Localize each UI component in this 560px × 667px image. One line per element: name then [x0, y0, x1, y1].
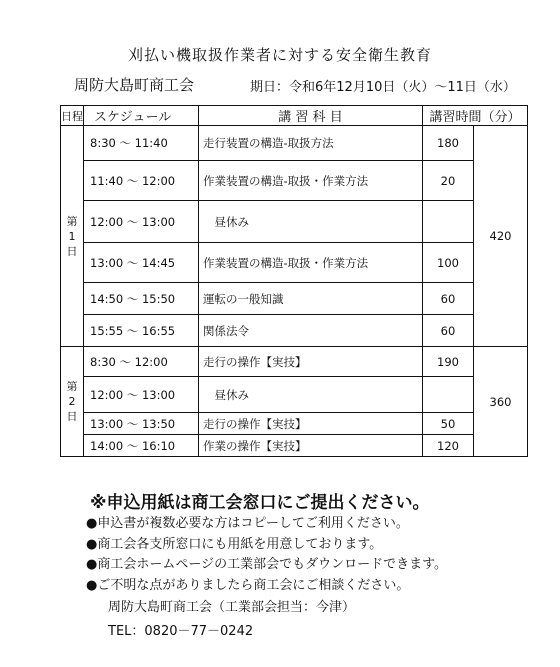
header-subject: 講 習 科 目	[199, 106, 423, 126]
header-minutes: 講習時間（分）	[423, 106, 528, 126]
subject-cell: 走行の操作【実技】	[199, 347, 423, 377]
table-row	[61, 315, 528, 347]
subject-cell: 走行装置の構造-取扱方法	[199, 126, 423, 161]
subject-cell: 運転の一般知識	[199, 283, 423, 315]
table-row	[61, 413, 528, 435]
submission-notice: ※申込用紙は商工会窓口にご提出ください。	[90, 493, 430, 513]
note-item: ●商工会ホームページの工業部会でもダウンロードできます。	[86, 557, 448, 572]
contact-block	[108, 596, 355, 644]
schedule-table	[60, 105, 528, 457]
subject-cell: 昼休み	[199, 201, 423, 243]
time-cell: 14:00 ～ 16:10	[84, 435, 199, 457]
event-period: 期日：令和6年12月10日（火）～11日（水）	[250, 80, 516, 95]
minutes-cell: 180	[423, 126, 474, 161]
subject-cell: 昼休み	[199, 377, 423, 413]
subject-cell: 作業の操作【実技】	[199, 435, 423, 457]
contact-tel: TEL：0820－77－0242	[108, 624, 254, 639]
subject-cell: 関係法令	[199, 315, 423, 347]
note-item: ●ご不明な点がありましたら商工会にご相談ください。	[86, 577, 410, 593]
minutes-cell: 20	[423, 161, 474, 201]
document-title: 刈払い機取扱作業者に対する安全衛生教育	[127, 46, 432, 64]
notes-list	[86, 514, 447, 596]
minutes-cell: 60	[423, 283, 474, 315]
time-cell: 15:55 ～ 16:55	[84, 315, 199, 347]
time-cell: 13:00 ～ 14:45	[84, 243, 199, 283]
table-row	[61, 161, 528, 201]
minutes-cell: 100	[423, 243, 474, 283]
table-row	[61, 347, 528, 377]
time-cell: 11:40 ～ 12:00	[84, 161, 199, 201]
subject-cell: 作業装置の構造-取扱・作業方法	[199, 243, 423, 283]
time-cell: 8:30 ～ 12:00	[84, 347, 199, 377]
time-cell: 14:50 ～ 15:50	[84, 283, 199, 315]
time-cell: 12:00 ～ 13:00	[84, 377, 199, 413]
day1-total: 420	[474, 126, 528, 347]
day2-total: 360	[474, 347, 528, 457]
table-row	[61, 435, 528, 457]
subject-cell: 走行の操作【実技】	[199, 413, 423, 435]
minutes-cell	[423, 201, 474, 243]
note-item: ●申込書が複数必要な方はコピーしてご利用ください。	[86, 516, 409, 531]
minutes-cell: 50	[423, 413, 474, 435]
contact-name: 周防大島町商工会（工業部会担当：今津）	[108, 600, 356, 615]
table-row	[61, 283, 528, 315]
day1-label: 第 1 日	[61, 126, 84, 347]
time-cell: 13:00 ～ 13:50	[84, 413, 199, 435]
time-cell: 8:30 ～ 11:40	[84, 126, 199, 161]
table-row	[61, 243, 528, 283]
table-row	[61, 126, 528, 161]
subject-cell: 作業装置の構造-取扱・作業方法	[199, 161, 423, 201]
day2-label: 第 2 日	[61, 347, 84, 457]
header-schedule: スケジュール	[84, 106, 199, 126]
minutes-cell: 190	[423, 347, 474, 377]
organizer-name: 周防大島町商工会	[74, 76, 195, 94]
time-cell: 12:00 ～ 13:00	[84, 201, 199, 243]
minutes-cell: 120	[423, 435, 474, 457]
table-row	[61, 201, 528, 243]
note-item: ●商工会各支所窓口にも用紙を用意しております。	[86, 536, 383, 552]
minutes-cell	[423, 377, 474, 413]
header-day: 日程	[61, 106, 84, 126]
table-row	[61, 377, 528, 413]
table-header-row	[61, 106, 528, 126]
minutes-cell: 60	[423, 315, 474, 347]
